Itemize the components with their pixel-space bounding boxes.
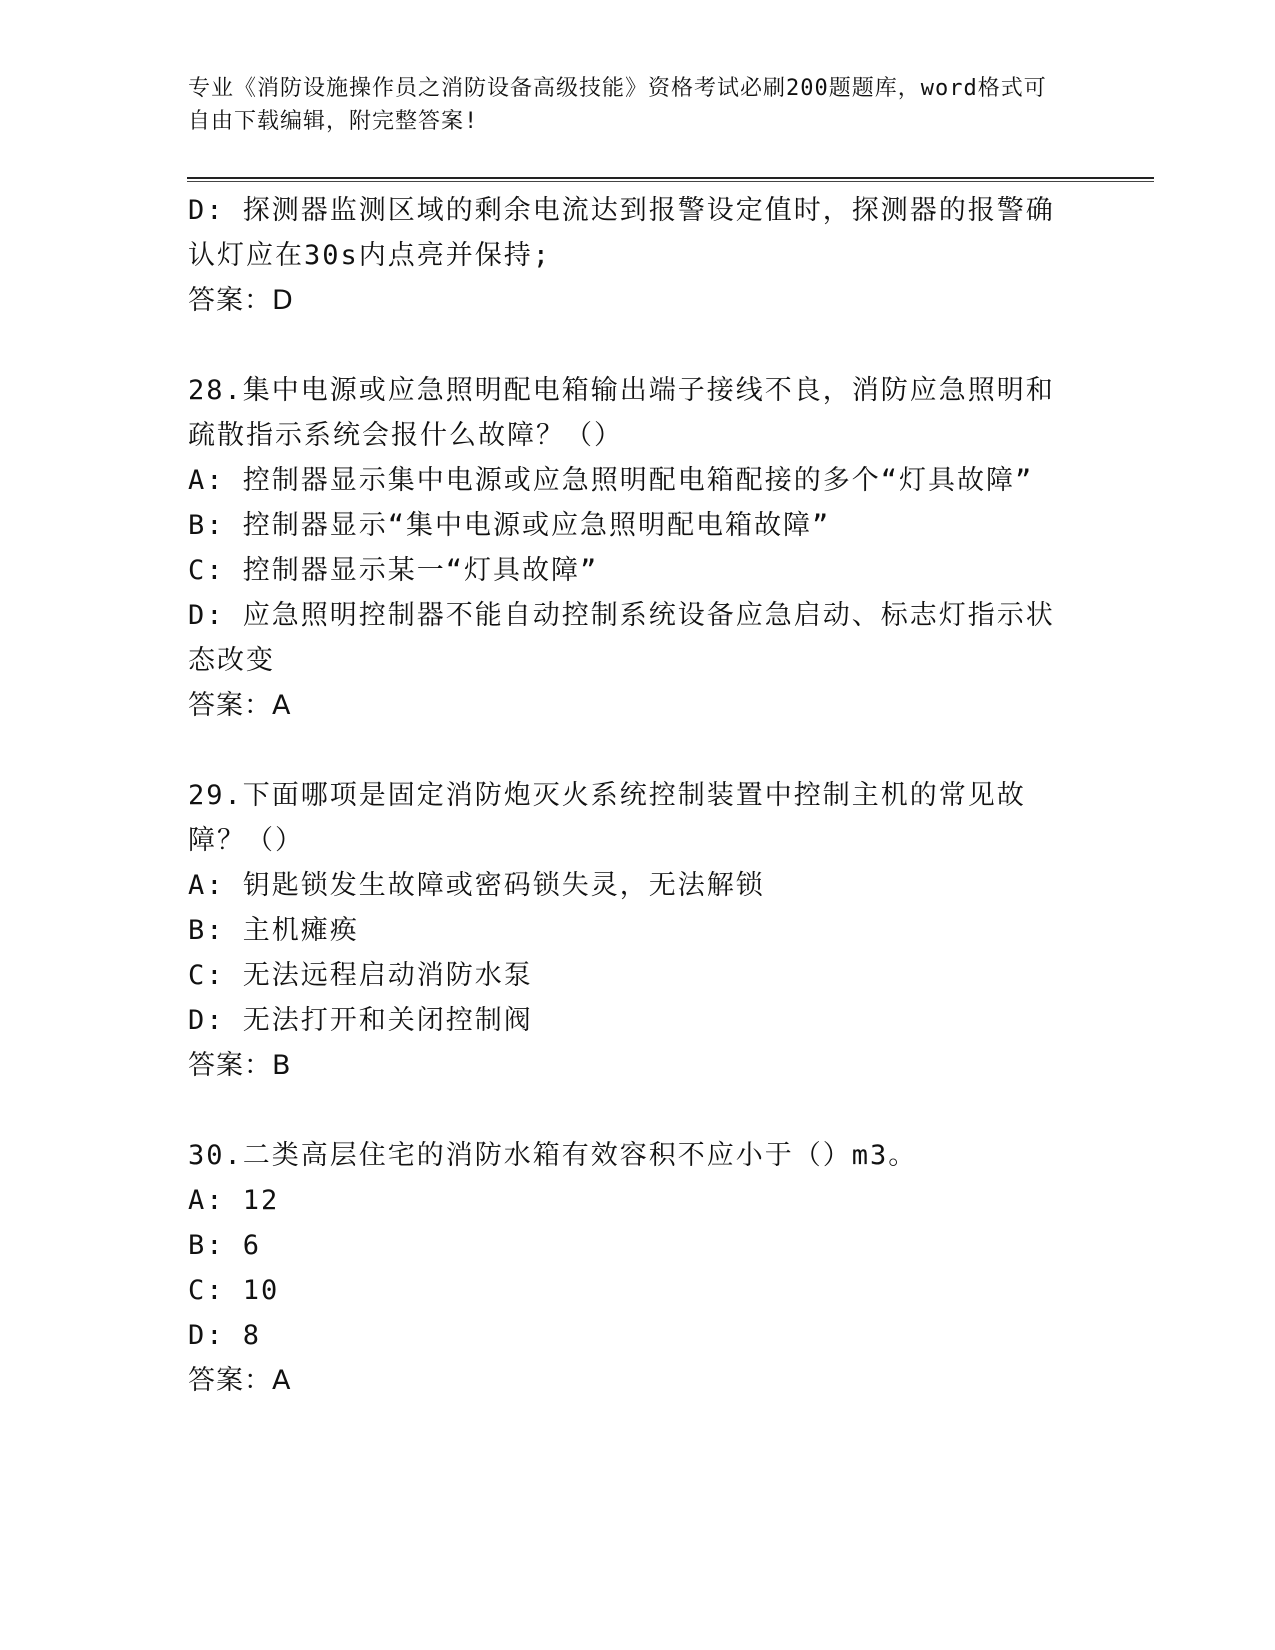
question-stem: 30.二类高层住宅的消防水箱有效容积不应小于（）m3。 [188,1140,918,1171]
answer-label: 答案：B [188,1050,292,1081]
option-d: D: 应急照明控制器不能自动控制系统设备应急启动、标志灯指示状态改变 [188,600,1055,676]
spacer [188,323,1078,368]
answer-label: 答案：A [188,1365,292,1396]
option-a: A: 控制器显示集中电源或应急照明配电箱配接的多个“灯具故障” [188,465,1034,496]
spacer [188,728,1078,773]
question-29 [188,773,1078,1088]
option-b: B: 6 [188,1230,262,1261]
option-b: B: 控制器显示“集中电源或应急照明配电箱故障” [188,510,831,541]
option-b: B: 主机瘫痪 [188,915,359,946]
question-stem: 28.集中电源或应急照明配电箱输出端子接线不良，消防应急照明和疏散指示系统会报什么故障？（） [188,375,1055,451]
option-d: D: 8 [188,1320,262,1351]
option-c: C: 控制器显示某一“灯具故障” [188,555,599,586]
option-a: A: 12 [188,1185,280,1216]
option-d: D: 探测器监测区域的剩余电流达到报警设定值时，探测器的报警确认灯应在30s内点亮并保持; [188,195,1055,271]
question-stem: 29.下面哪项是固定消防炮灭火系统控制装置中控制主机的常见故障？（） [188,780,1026,856]
answer-label: 答案：A [188,690,292,721]
option-d: D: 无法打开和关闭控制阀 [188,1005,533,1036]
question-28 [188,368,1078,728]
option-c: C: 无法远程启动消防水泵 [188,960,533,991]
spacer [188,1088,1078,1133]
document-header: 专业《消防设施操作员之消防设备高级技能》资格考试必刷200题题库，word格式可自由下载编辑，附完整答案! [188,76,1047,134]
header-divider-thick [187,177,1154,179]
answer-label: 答案：D [188,285,294,316]
question-27-tail [188,188,1078,323]
option-c: C: 10 [188,1275,280,1306]
question-content [188,188,1078,1403]
question-30 [188,1133,1078,1403]
option-a: A: 钥匙锁发生故障或密码锁失灵，无法解锁 [188,870,765,901]
header-divider-thin [187,181,1154,182]
